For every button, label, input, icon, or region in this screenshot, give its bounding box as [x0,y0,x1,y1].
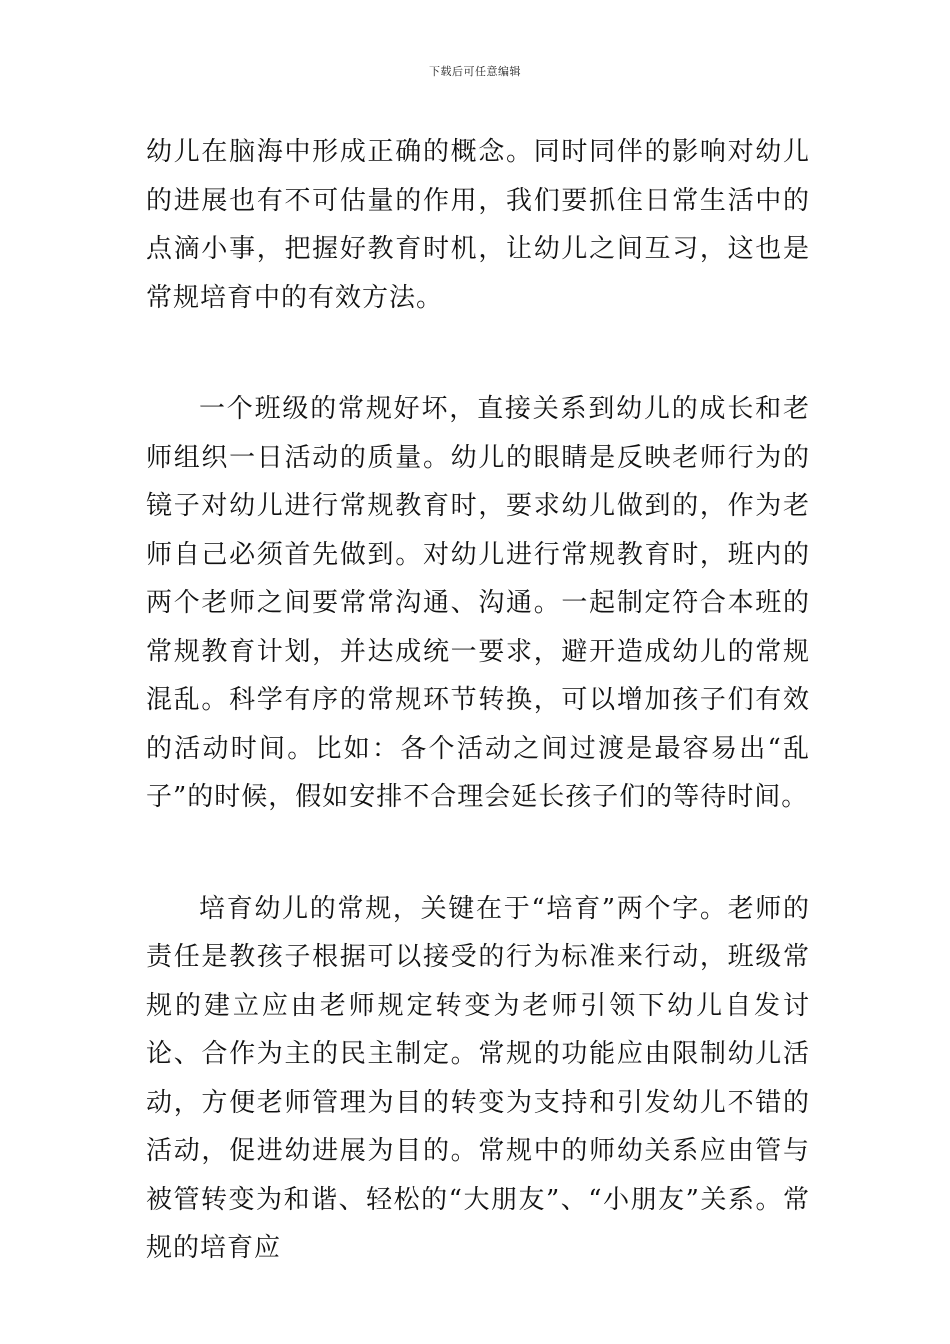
paragraph-class-routine: 一个班级的常规好坏，直接关系到幼儿的成长和老师组织一日活动的质量。幼儿的眼睛是反映老师行为的镜子对幼儿进行常规教育时，要求幼儿做到的，作为老师自己必须首先做到。对幼儿进行常规教育时，班内的两个老师之间要常常沟通、沟通。一起制定符合本班的常规教育计划，并达成统一要求，避开造成幼儿的常规混乱。科学有序的常规环节转换，可以增加孩子们有效的活动时间。比如：各个活动之间过渡是最容易出“乱子”的时候，假如安排不合理会延长孩子们的等待时间。 [146,394,810,812]
paragraph-gap [146,322,810,385]
paragraph-continuation: 幼儿在脑海中形成正确的概念。同时同伴的影响对幼儿的进展也有不可估量的作用，我们要抓住日常生活中的点滴小事，把握好教育时机，让幼儿之间互习，这也是常规培育中的有效方法。 [146,137,810,313]
page-header-note: 下载后可任意编辑 [429,65,521,78]
document-body [146,128,810,1273]
paragraph-cultivation: 培育幼儿的常规，关键在于“培育”两个字。老师的责任是教孩子根据可以接受的行为标准来行动，班级常规的建立应由老师规定转变为老师引领下幼儿自发讨论、合作为主的民主制定。常规的功能应由限制幼儿活动，方便老师管理为目的转变为支持和引发幼儿不错的活动，促进幼进展为目的。常规中的师幼关系应由管与被管转变为和谐、轻松的“大朋友”、“小朋友”关系。常规的培育应 [146,893,810,1263]
paragraph-gap [146,822,810,885]
